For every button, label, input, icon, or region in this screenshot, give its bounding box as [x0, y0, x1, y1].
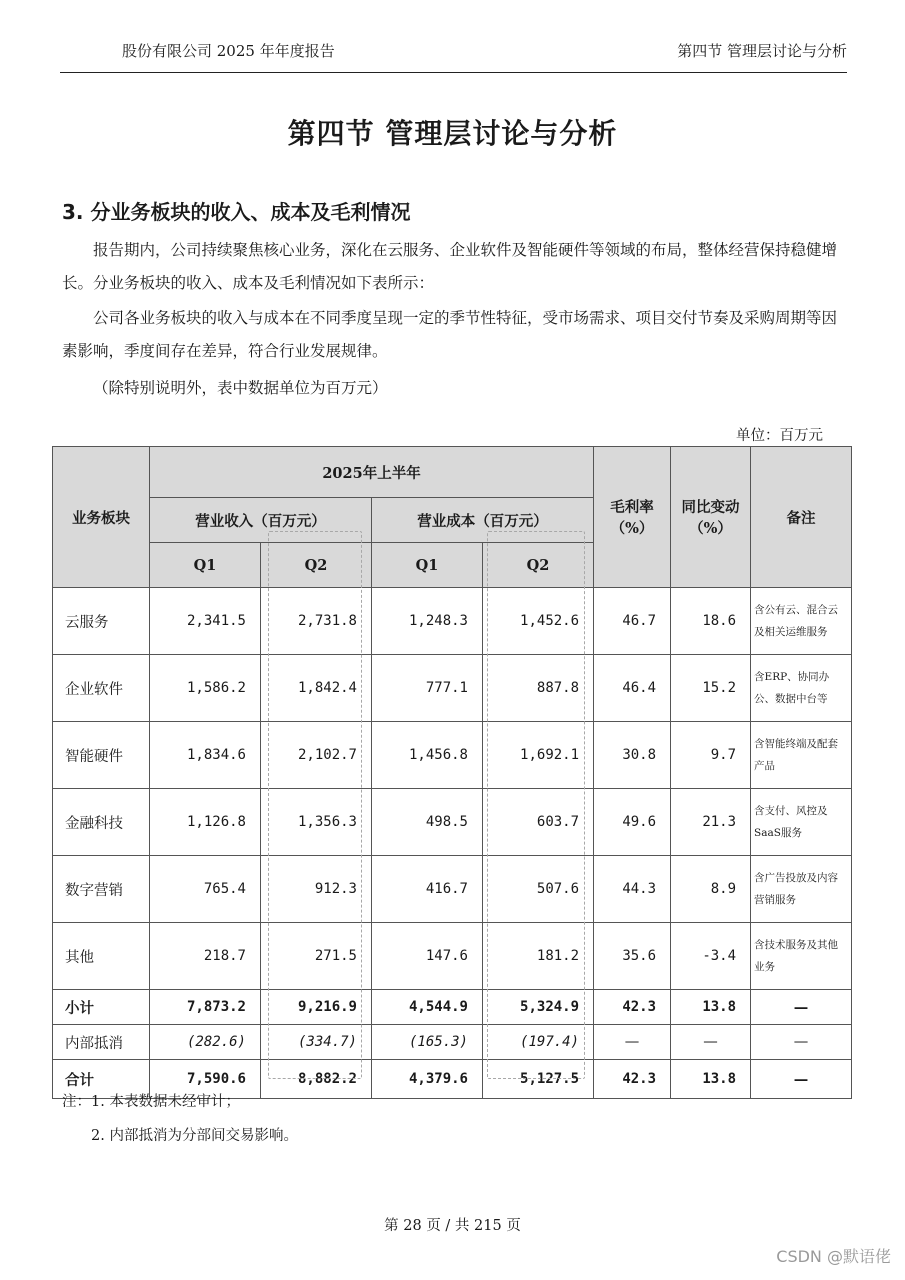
header-segment: 业务板块: [53, 447, 150, 588]
table-note-1: 注：1. 本表数据未经审计；: [62, 1094, 240, 1110]
rev-q2-cell: 2,102.7: [261, 722, 372, 789]
margin-cell: 49.6: [594, 789, 671, 856]
rev-q2-cell: 1,842.4: [261, 655, 372, 722]
header-margin: [594, 447, 671, 588]
rev-q1-cell: 1,126.8: [150, 789, 261, 856]
header-remark: 备注: [751, 447, 852, 588]
cost-q1-cell: 4,544.9: [372, 990, 483, 1025]
cost-q2-cell: 181.2: [483, 923, 594, 990]
cost-q2-cell: 1,692.1: [483, 722, 594, 789]
cost-q2-cell: 1,452.6: [483, 588, 594, 655]
rev-q2-cell: 9,216.9: [261, 990, 372, 1025]
note-cell: 含智能终端及配套产品: [751, 722, 852, 789]
watermark: CSDN @默语佬: [776, 1247, 891, 1266]
rev-q1-cell: 7,873.2: [150, 990, 261, 1025]
row-name: 合计: [53, 1060, 150, 1099]
rev-q2-cell: 912.3: [261, 856, 372, 923]
note-cell: 含支付、风控及SaaS服务: [751, 789, 852, 856]
header-rule: [60, 72, 847, 73]
yoy-cell: 13.8: [671, 1060, 751, 1099]
note-cell: —: [751, 1060, 852, 1099]
header-margin-label: 毛利率: [610, 499, 654, 516]
row-name: 金融科技: [53, 789, 150, 856]
header-margin-unit: （%）: [610, 520, 654, 537]
rev-q1-cell: 1,586.2: [150, 655, 261, 722]
yoy-cell: —: [671, 1025, 751, 1060]
rev-q2-cell: (334.7): [261, 1025, 372, 1060]
margin-cell: 44.3: [594, 856, 671, 923]
yoy-cell: 8.9: [671, 856, 751, 923]
section-heading: 3. 分业务板块的收入、成本及毛利情况: [62, 200, 411, 224]
unit-note: （除特别说明外，表中数据单位为百万元）: [93, 379, 388, 397]
elimination-row: [53, 1025, 852, 1060]
cost-q1-cell: 1,248.3: [372, 588, 483, 655]
cost-q2-cell: (197.4): [483, 1025, 594, 1060]
header-cost: 营业成本（百万元）: [372, 498, 594, 543]
margin-cell: 46.4: [594, 655, 671, 722]
margin-cell: 46.7: [594, 588, 671, 655]
page-title: 第四节 管理层讨论与分析: [287, 117, 618, 150]
cost-q1-cell: 1,456.8: [372, 722, 483, 789]
cost-q1-cell: 498.5: [372, 789, 483, 856]
yoy-cell: 9.7: [671, 722, 751, 789]
cost-q2-cell: 887.8: [483, 655, 594, 722]
yoy-cell: -3.4: [671, 923, 751, 990]
header-cost-q2: Q2: [483, 543, 594, 588]
cost-q2-cell: 5,324.9: [483, 990, 594, 1025]
yoy-cell: 13.8: [671, 990, 751, 1025]
rev-q2-cell: 1,356.3: [261, 789, 372, 856]
note-cell: —: [751, 990, 852, 1025]
rev-q1-cell: 7,590.6: [150, 1060, 261, 1099]
row-name: 数字营销: [53, 856, 150, 923]
row-name: 小计: [53, 990, 150, 1025]
header-yoy: [671, 447, 751, 588]
cost-q2-cell: 507.6: [483, 856, 594, 923]
header-yoy-label: 同比变动: [681, 499, 740, 516]
cost-q1-cell: (165.3): [372, 1025, 483, 1060]
table-row: [53, 722, 852, 789]
table-row: [53, 655, 852, 722]
page-number: 第 28 页 / 共 215 页: [384, 1218, 521, 1234]
cost-q1-cell: 4,379.6: [372, 1060, 483, 1099]
row-name: 其他: [53, 923, 150, 990]
rev-q1-cell: 765.4: [150, 856, 261, 923]
header-right: 第四节 管理层讨论与分析: [677, 42, 847, 60]
unit-label: 单位：百万元: [736, 428, 823, 444]
header-yoy-unit: （%）: [689, 520, 732, 537]
note-cell: 含广告投放及内容营销服务: [751, 856, 852, 923]
cost-q1-cell: 147.6: [372, 923, 483, 990]
header-left: 股份有限公司 2025 年年度报告: [122, 42, 335, 60]
row-name: 智能硬件: [53, 722, 150, 789]
header-rev-q1: Q1: [150, 543, 261, 588]
header-revenue: 营业收入（百万元）: [150, 498, 372, 543]
margin-cell: —: [594, 1025, 671, 1060]
header-rev-q2: Q2: [261, 543, 372, 588]
yoy-cell: 15.2: [671, 655, 751, 722]
paragraph-2: 公司各业务板块的收入与成本在不同季度呈现一定的季节性特征，受市场需求、项目交付节奏及采购周期等因素影响，季度间存在差异，符合行业发展规律。: [62, 309, 838, 360]
row-name: 云服务: [53, 588, 150, 655]
table-row: [53, 588, 852, 655]
note-cell: —: [751, 1025, 852, 1060]
row-name: 企业软件: [53, 655, 150, 722]
rev-q2-cell: 2,731.8: [261, 588, 372, 655]
subtotal-row: [53, 990, 852, 1025]
rev-q1-cell: 2,341.5: [150, 588, 261, 655]
yoy-cell: 18.6: [671, 588, 751, 655]
table-row: [53, 789, 852, 856]
rev-q2-cell: 8,882.2: [261, 1060, 372, 1099]
margin-cell: 42.3: [594, 990, 671, 1025]
header-period: 2025年上半年: [150, 447, 594, 498]
margin-cell: 30.8: [594, 722, 671, 789]
table-row: [53, 856, 852, 923]
cost-q1-cell: 416.7: [372, 856, 483, 923]
yoy-cell: 21.3: [671, 789, 751, 856]
rev-q1-cell: 218.7: [150, 923, 261, 990]
table-note-2: 2. 内部抵消为分部间交易影响。: [91, 1128, 298, 1144]
rev-q1-cell: 1,834.6: [150, 722, 261, 789]
cost-q1-cell: 777.1: [372, 655, 483, 722]
margin-cell: 42.3: [594, 1060, 671, 1099]
header-cost-q1: Q1: [372, 543, 483, 588]
note-cell: 含ERP、协同办公、数据中台等: [751, 655, 852, 722]
note-cell: 含公有云、混合云及相关运维服务: [751, 588, 852, 655]
row-name: 内部抵消: [53, 1025, 150, 1060]
rev-q2-cell: 271.5: [261, 923, 372, 990]
table-row: [53, 923, 852, 990]
margin-cell: 35.6: [594, 923, 671, 990]
rev-q1-cell: (282.6): [150, 1025, 261, 1060]
note-cell: 含技术服务及其他业务: [751, 923, 852, 990]
segment-table: [52, 446, 852, 1099]
cost-q2-cell: 5,127.5: [483, 1060, 594, 1099]
cost-q2-cell: 603.7: [483, 789, 594, 856]
paragraph-1: 报告期内，公司持续聚焦核心业务，深化在云服务、企业软件及智能硬件等领域的布局，整体经营保持稳健增长。分业务板块的收入、成本及毛利情况如下表所示：: [62, 241, 838, 292]
